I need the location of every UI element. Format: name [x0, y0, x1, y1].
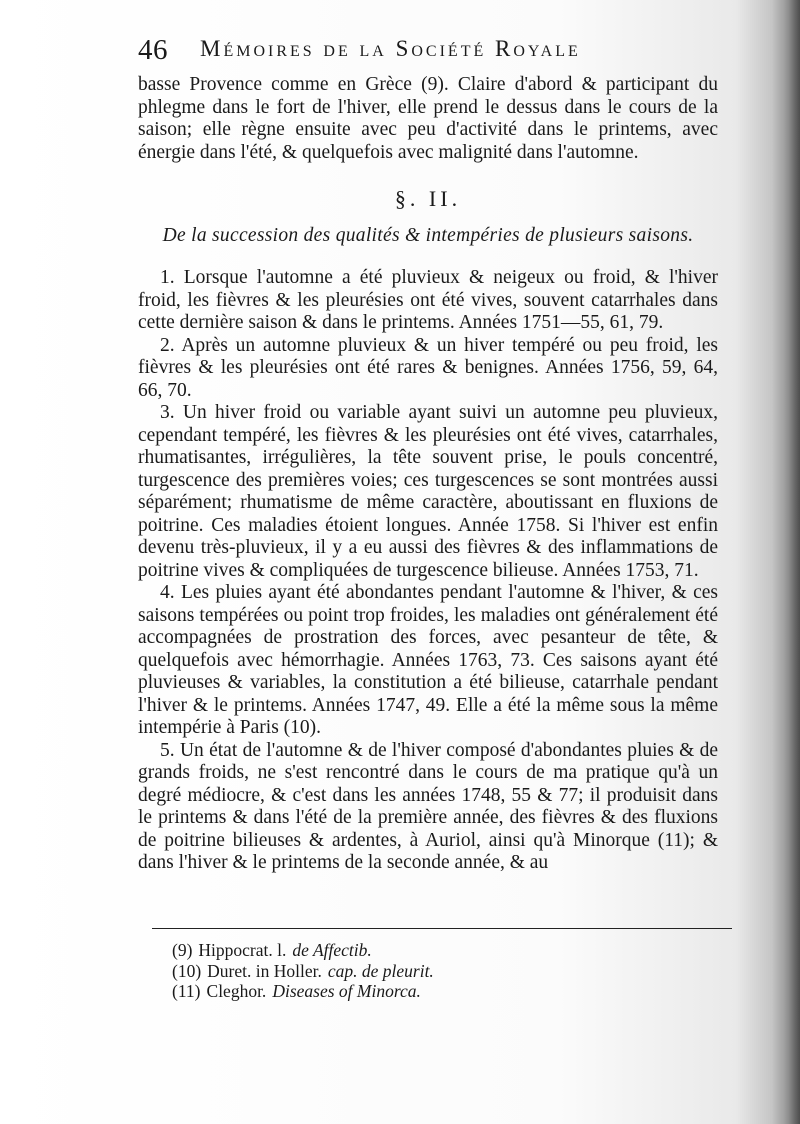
footnote-text: Duret. in Holler.	[207, 960, 322, 981]
section-mark: §. II.	[394, 186, 462, 211]
footnote-text: Hippocrat. l.	[198, 940, 287, 960]
footnote-ref: (10)	[172, 960, 202, 981]
footnote-ref: (11)	[172, 981, 201, 1001]
footnote-italic: Diseases of Minorca.	[272, 981, 421, 1001]
footnote-9	[172, 940, 692, 961]
footnote-ref: (9)	[172, 940, 193, 960]
footnote-italic: de Affectib.	[292, 940, 372, 960]
paragraph-5: 5. Un état de l'automne & de l'hiver composé d'abondantes pluies & de grands froids, ne s'est rencontré dans le cours de ma pratique qu'à un degré médiocre, & c'est dans les années 1748, 55 & 77; il produisit dans le printems & dans l'été de la première année, des fièvres & des fluxions de poitrine bilieuses & ardentes, à Auriol, ainsi qu'à Minorque (11); & dans l'hiver & le printems de la seconde année, & au	[138, 739, 718, 873]
section-subtitle: De la succession des qualités & intempéries de plusieurs saisons.	[162, 224, 694, 246]
footnote-italic: cap. de pleurit.	[327, 960, 434, 981]
paragraph-3: 3. Un hiver froid ou variable ayant suivi un automne peu pluvieux, cependant tempéré, les fièvres & les pleurésies ont été vives, catarrhales, rhumatisantes, irrégulières, la tête souvent prise, le pouls concentré, turgescence des premières voies; ces turgescences se sont montrées aussi séparément; rhumatisme de même caractère, aboutissant en fluxions de poitrine. Ces maladies étoient longues. Année 1758. Si l'hiver est enfin devenu très-pluvieux, il y a eu aussi des fièvres & des inflammations de poitrine vives & compliquées de turgescence bilieuse. Années 1753, 71.	[138, 402, 718, 581]
running-title: Mémoires de la Société Royale	[200, 36, 581, 61]
paragraph-2: 2. Après un automne pluvieux & un hiver tempéré ou peu froid, les fièvres & les pleurésies ont été rares & benignes. Années 1756, 59, 64, 66, 70.	[138, 334, 718, 401]
opening-paragraph: basse Provence comme en Grèce (9). Claire d'abord & participant du phlegme dans le fort de l'hiver, elle prend le dessus dans le cours de la saison; elle règne ensuite avec peu d'activité dans le printems, avec énergie dans l'été, & quelquefois avec malignité dans l'automne.	[138, 74, 718, 163]
footnote-text: Cleghor.	[206, 981, 267, 1001]
footnote-10	[172, 961, 692, 982]
paragraph-4: 4. Les pluies ayant été abondantes pendant l'automne & l'hiver, & ces saisons tempérées ou point trop froides, les maladies ont généralement été accompagnées de prostration des forces, avec pesanteur de tête, & quelquefois avec hémorrhagie. Années 1763, 73. Ces saisons ayant été pluvieuses & variables, la constitution a été bilieuse, catarrhale pendant l'hiver & le printems. Années 1747, 49. Elle a été la même sous la même intempérie à Paris (10).	[138, 582, 718, 738]
page-header	[138, 34, 698, 70]
paragraph-1: 1. Lorsque l'automne a été pluvieux & neigeux ou froid, & l'hiver froid, les fièvres & les pleurésies ont été vives, souvent catarrhales dans cette dernière saison & dans le printems. Années 1751—55, 61, 79.	[138, 267, 718, 333]
body-text	[138, 74, 718, 875]
footnote-rule	[152, 928, 732, 929]
page-number: 46	[138, 34, 168, 66]
footnote-11	[172, 981, 692, 1002]
footnotes	[172, 940, 692, 1002]
spine-shadow	[772, 0, 800, 1124]
